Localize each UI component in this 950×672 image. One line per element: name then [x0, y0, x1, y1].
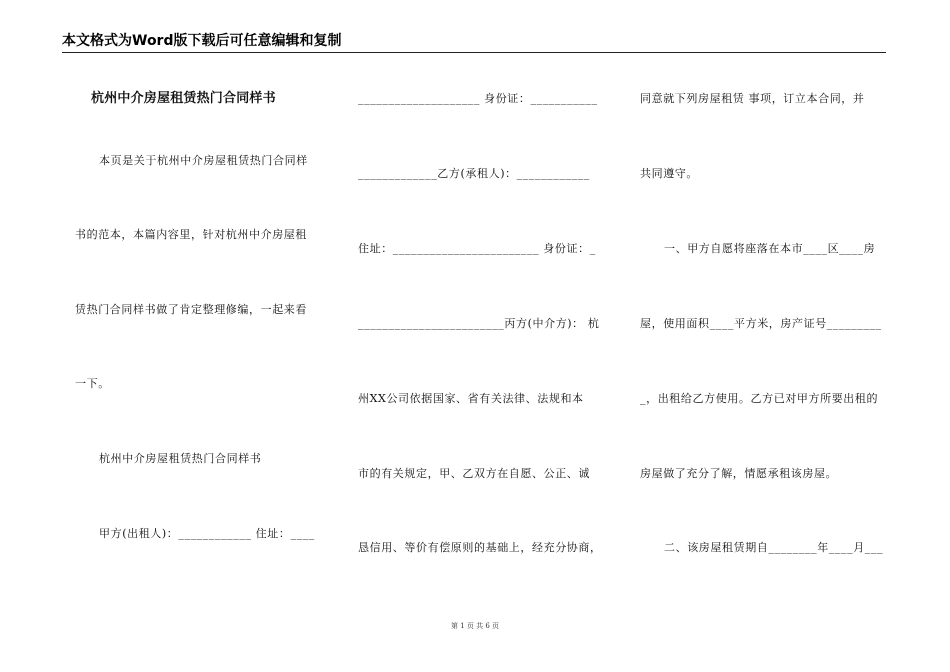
document-title: 杭州中介房屋租赁热门合同样书: [91, 91, 276, 106]
body-line: 屋，使用面积____平方米，房产证号_________: [640, 317, 882, 330]
document-banner: 本文格式为Word版下载后可任意编辑和复制: [62, 33, 342, 49]
section-heading: 杭州中介房屋租赁热门合同样书: [99, 452, 262, 465]
body-line: ________________________丙方(中介方)： 杭: [358, 317, 600, 330]
body-line: 书的范本，本篇内容里，针对杭州中介房屋租: [75, 228, 307, 241]
body-line: 同意就下列房屋租赁 事项，订立本合同，并: [640, 92, 865, 105]
body-line: _____________乙方(承租人)：____________: [358, 167, 590, 180]
banner-divider: [62, 52, 886, 53]
body-line: 共同遵守。: [640, 167, 698, 180]
body-line: 本页是关于杭州中介房屋租赁热门合同样: [99, 154, 308, 167]
body-line: 州XX公司依据国家、省有关法律、法规和本: [358, 392, 584, 405]
body-line: 二、该房屋租赁期自________年____月___: [664, 541, 884, 554]
body-line: 房屋做了充分了解，情愿承租该房屋。: [640, 467, 838, 480]
body-line: 恳信用、等价有偿原则的基础上，经充分协商，: [358, 541, 602, 554]
body-line: 市的有关规定，甲、乙双方在自愿、公正、诚: [358, 467, 590, 480]
body-line: 甲方(出租人)：____________ 住址：____: [99, 527, 315, 540]
body-line: 住址：________________________ 身份证：_: [358, 242, 596, 255]
body-line: ____________________ 身份证：___________: [358, 92, 598, 105]
body-line: 一、甲方自愿将座落在本市____区____房: [664, 242, 876, 255]
body-line: _，出租给乙方使用。乙方已对甲方所要出租的: [640, 392, 879, 405]
body-line: 一下。: [75, 377, 110, 390]
page-number: 第 1 页 共 6 页: [450, 622, 500, 630]
body-line: 赁热门合同样书做了肯定整理修编，一起来看: [75, 303, 307, 316]
